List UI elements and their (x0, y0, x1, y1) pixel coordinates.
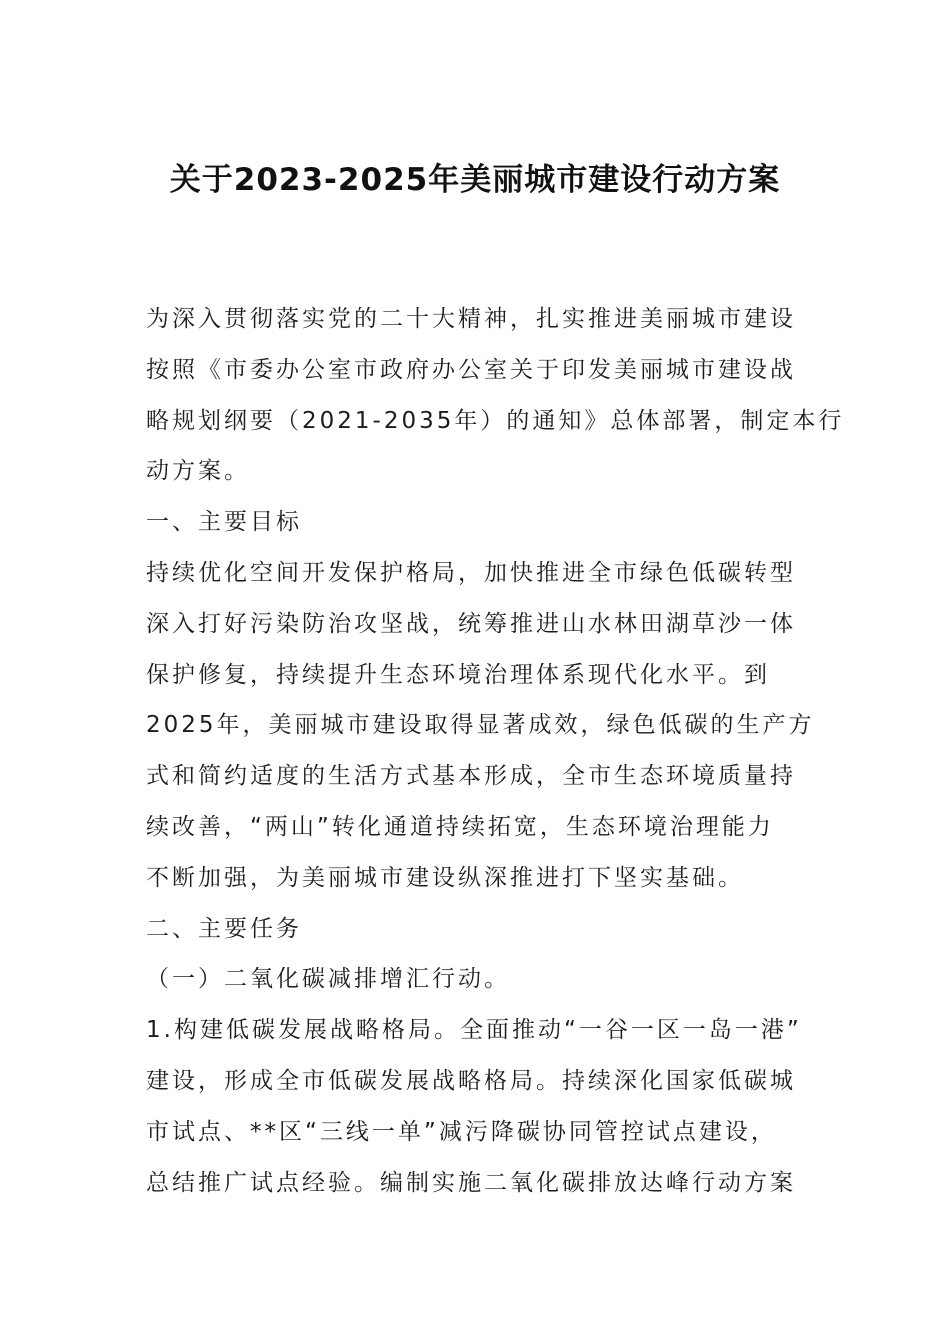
text-line-intro-4: 动方案。 (146, 458, 250, 485)
text-line-intro-3: 略规划纲要（2021-2035年）的通知》总体部署，制定本行 (146, 407, 845, 434)
text-line-intro-1: 为深入贯彻落实党的二十大精神，扎实推进美丽城市建设 (146, 306, 796, 332)
document-title: 关于2023-2025年美丽城市建设行动方案 (169, 162, 781, 198)
text-line-intro-2: 按照《市委办公室市政府办公室关于印发美丽城市建设战 (146, 356, 796, 383)
text-line-goals-3: 保护修复，持续提升生态环境治理体系现代化水平。到 (146, 661, 770, 688)
subsection-heading-co2: （一）二氧化碳减排增汇行动。 (146, 966, 510, 993)
text-line-goals-7: 不断加强，为美丽城市建设纵深推进打下坚实基础。 (146, 864, 744, 891)
text-line-tasks-3: 市试点、**区“三线一单”减污降碳协同管控试点建设， (146, 1118, 777, 1145)
text-line-goals-1: 持续优化空间开发保护格局，加快推进全市绿色低碳转型 (146, 559, 796, 586)
document-body (146, 294, 845, 1208)
text-line-goals-5: 式和简约适度的生活方式基本形成，全市生态环境质量持 (146, 763, 796, 790)
text-line-goals-2: 深入打好污染防治攻坚战，统筹推进山水林田湖草沙一体 (146, 610, 796, 637)
section-heading-tasks: 二、主要任务 (146, 915, 302, 942)
text-line-tasks-4: 总结推广试点经验。编制实施二氧化碳排放达峰行动方案 (146, 1169, 796, 1196)
section-heading-goals: 一、主要目标 (146, 509, 302, 536)
text-line-tasks-2: 建设，形成全市低碳发展战略格局。持续深化国家低碳城 (146, 1067, 796, 1094)
text-line-tasks-1: 1.构建低碳发展战略格局。全面推动“一谷一区一岛一港” (146, 1017, 802, 1044)
text-line-goals-4: 2025年，美丽城市建设取得显著成效，绿色低碳的生产方 (146, 712, 815, 739)
text-line-goals-6: 续改善，“两山”转化通道持续拓宽，生态环境治理能力 (146, 813, 774, 840)
